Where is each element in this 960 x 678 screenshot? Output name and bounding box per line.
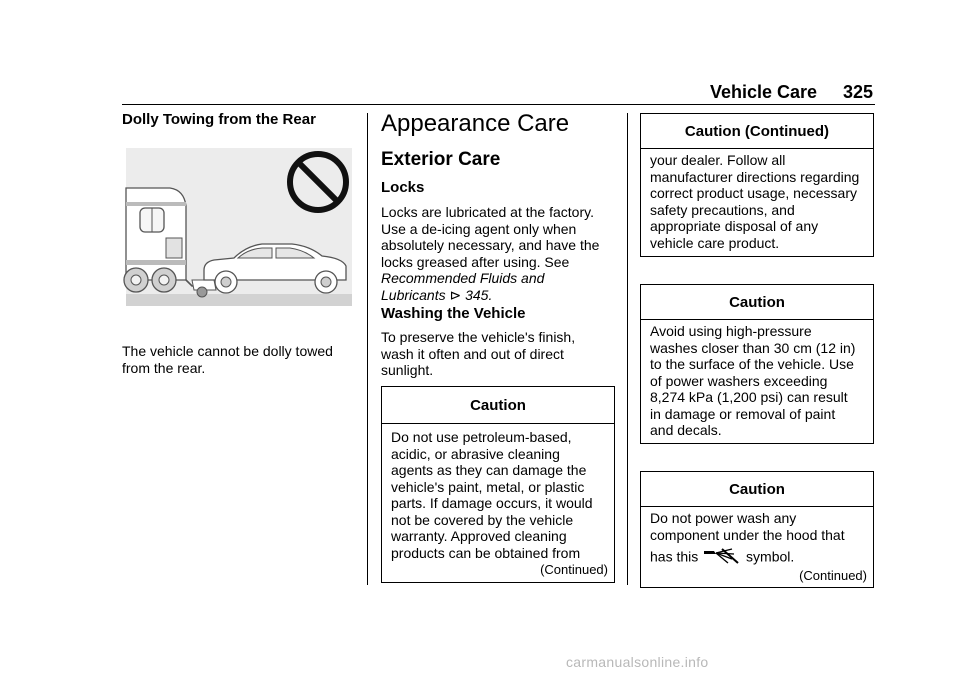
reference-page[interactable]: 345. (465, 286, 493, 303)
text-line: 8,274 kPa (1,200 psi) can result (650, 389, 848, 405)
text-line: products can be obtained from (391, 544, 581, 561)
caution-title: Caution (729, 481, 785, 498)
dolly-towing-figure (122, 148, 352, 320)
caution-title: Caution (470, 397, 526, 414)
text-line: parts. If damage occurs, it would (391, 495, 593, 511)
watermark-text: carmanualsonline.info (566, 654, 709, 670)
text-line: in damage or removal of paint (650, 405, 836, 422)
page-number: 325 (843, 82, 874, 102)
text-line: To preserve the vehicle's finish, (381, 329, 576, 345)
text-line: The vehicle cannot be dolly towed (122, 343, 333, 359)
caution-text (650, 152, 867, 251)
column-divider-left (367, 113, 368, 585)
locks-reference-link[interactable] (381, 287, 599, 304)
dolly-towing-heading: Dolly Towing from the Rear (122, 111, 316, 128)
text-line: Do not use petroleum-based, (391, 429, 572, 445)
caution-text (650, 510, 867, 569)
text-line-with-symbol (650, 547, 867, 569)
caution-title: Caution (Continued) (684, 123, 830, 140)
text-line: your dealer. Follow all (650, 152, 786, 168)
caution-box-petroleum (381, 386, 615, 583)
text-line: wash it often and out of direct (381, 345, 564, 362)
caution-divider (641, 506, 873, 507)
text-line: safety precautions, and (650, 201, 795, 218)
caution-text (650, 323, 867, 439)
text-line: absolutely necessary, and have the (381, 237, 600, 253)
text-segment: has this (650, 548, 699, 565)
text-line: vehicle's paint, metal, or plastic (391, 478, 585, 495)
text-line: vehicle care product. (650, 234, 780, 251)
text-line: washes closer than 30 cm (12 in) (650, 339, 856, 356)
text-line: Use a de-icing agent only when (381, 220, 577, 237)
text-segment: symbol. (746, 548, 795, 565)
washing-heading: Washing the Vehicle (381, 305, 526, 322)
column-divider-right (627, 113, 628, 585)
text-line: to the surface of the vehicle. Use (650, 356, 854, 372)
text-line: Do not power wash any (650, 510, 797, 526)
text-line: appropriate disposal of any (650, 218, 819, 234)
locks-heading: Locks (381, 179, 425, 196)
header-rule (122, 104, 875, 105)
rv-illustration (124, 188, 186, 292)
locks-reference-line[interactable]: Recommended Fluids and (381, 270, 545, 286)
caution-text (391, 429, 608, 561)
caution-box-high-pressure (640, 284, 874, 444)
text-line: acidic, or abrasive cleaning (391, 445, 560, 462)
caution-box-continued (640, 113, 874, 257)
caution-divider (641, 319, 873, 320)
text-line: sunlight. (381, 362, 434, 378)
text-line: and decals. (650, 422, 722, 438)
text-line: agents as they can damage the (391, 462, 587, 478)
text-line: of power washers exceeding (650, 372, 828, 389)
dolly-towing-text (122, 343, 333, 376)
caution-divider (382, 423, 614, 424)
text-line: component under the hood that (650, 526, 845, 543)
text-line: correct product usage, necessary (650, 185, 857, 201)
reference-text[interactable]: Lubricants (381, 286, 446, 303)
page-reference-icon: ⊳ (449, 286, 462, 303)
section-title: Vehicle Care (710, 82, 818, 102)
exterior-care-heading: Exterior Care (381, 149, 501, 170)
caution-divider (641, 148, 873, 149)
text-line: locks greased after using. See (381, 253, 570, 270)
washing-text (381, 329, 575, 379)
power-wash-nozzle-icon (702, 547, 742, 569)
appearance-care-title: Appearance Care (381, 110, 570, 137)
text-line: not be covered by the vehicle (391, 511, 574, 528)
continued-label: (Continued) (540, 562, 608, 577)
caution-box-under-hood (640, 471, 874, 588)
continued-label: (Continued) (799, 568, 867, 583)
text-line: manufacturer directions regarding (650, 168, 860, 185)
text-line: Locks are lubricated at the factory. (381, 204, 594, 220)
locks-text (381, 204, 599, 303)
text-line: warranty. Approved cleaning (391, 528, 567, 544)
caution-title: Caution (729, 294, 785, 311)
text-line: from the rear. (122, 359, 206, 376)
text-line: Avoid using high-pressure (650, 323, 812, 339)
